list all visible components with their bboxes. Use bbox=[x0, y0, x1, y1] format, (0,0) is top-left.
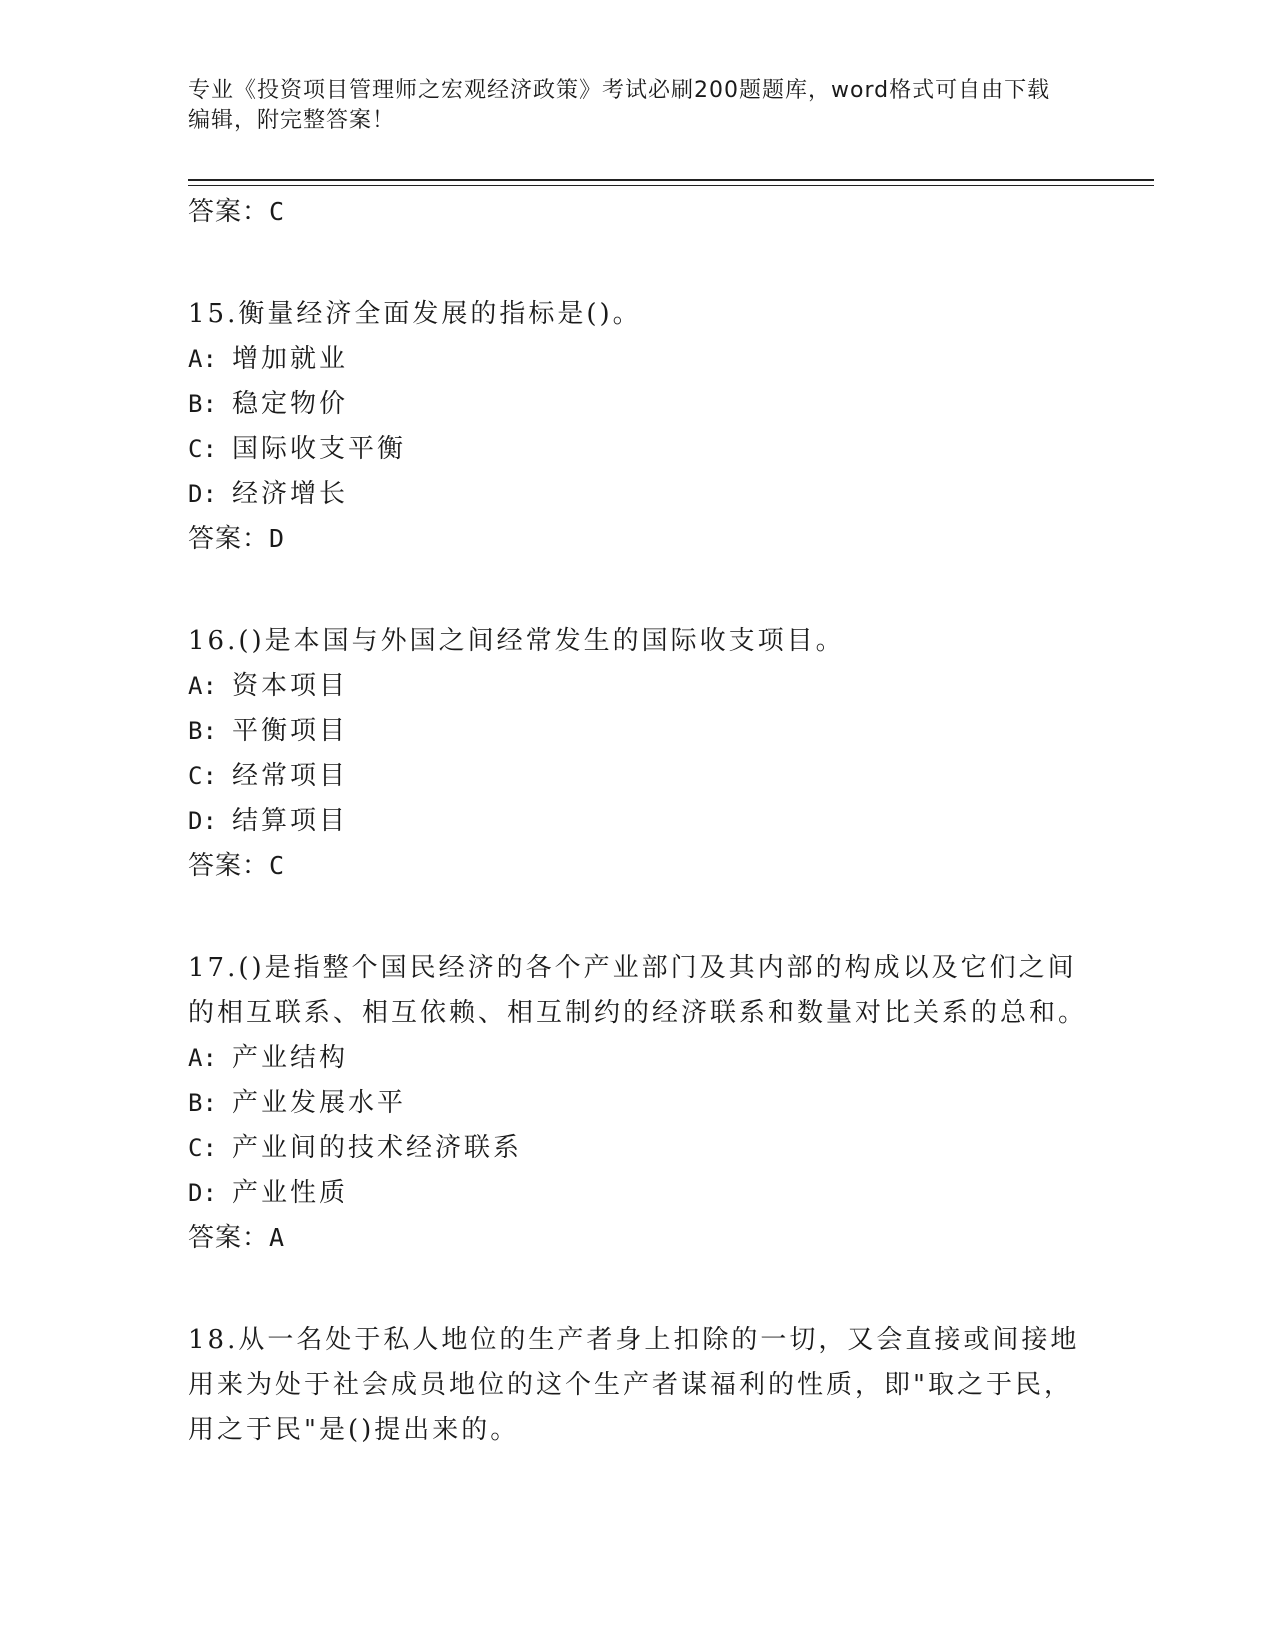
option-text: 资本项目 bbox=[232, 671, 349, 701]
option-text: 经常项目 bbox=[232, 761, 349, 791]
option-text: 产业结构 bbox=[232, 1043, 349, 1073]
answer-line bbox=[188, 844, 1088, 888]
option-label: B: bbox=[188, 717, 217, 745]
option-label: D: bbox=[188, 480, 217, 508]
answer-value: C bbox=[269, 197, 286, 226]
option-a bbox=[188, 337, 1088, 382]
option-b bbox=[188, 382, 1088, 427]
header-divider bbox=[188, 179, 1154, 186]
option-label: B: bbox=[188, 390, 217, 418]
option-b bbox=[188, 709, 1088, 754]
option-d bbox=[188, 472, 1088, 517]
question-stem: 16.()是本国与外国之间经常发生的国际收支项目。 bbox=[188, 626, 845, 656]
answer-label: 答案： bbox=[188, 197, 270, 227]
option-label: A: bbox=[188, 1044, 217, 1072]
option-label: D: bbox=[188, 807, 217, 835]
answer-line bbox=[188, 190, 1088, 234]
document-header: 专业《投资项目管理师之宏观经济政策》考试必刷200题题库，word格式可自由下载编辑，附完整答案！ bbox=[188, 78, 1051, 133]
answer-value: D bbox=[269, 524, 286, 553]
answer-line bbox=[188, 1216, 1088, 1260]
question-stem: 15.衡量经济全面发展的指标是()。 bbox=[188, 299, 642, 329]
option-c bbox=[188, 1126, 1088, 1171]
answer-label: 答案： bbox=[188, 1223, 270, 1253]
answer-value: C bbox=[269, 851, 286, 880]
option-text: 产业间的技术经济联系 bbox=[232, 1133, 523, 1163]
option-text: 稳定物价 bbox=[232, 389, 349, 419]
option-c bbox=[188, 754, 1088, 799]
option-a bbox=[188, 664, 1088, 709]
option-c bbox=[188, 427, 1088, 472]
option-label: C: bbox=[188, 1134, 217, 1162]
answer-line bbox=[188, 517, 1088, 561]
option-label: C: bbox=[188, 435, 217, 463]
question-17 bbox=[188, 946, 1088, 1260]
option-label: B: bbox=[188, 1089, 217, 1117]
option-d bbox=[188, 799, 1088, 844]
option-text: 产业发展水平 bbox=[232, 1088, 407, 1118]
option-b bbox=[188, 1081, 1088, 1126]
option-text: 平衡项目 bbox=[232, 716, 349, 746]
question-stem: 17.()是指整个国民经济的各个产业部门及其内部的构成以及它们之间的相互联系、相互依赖、相互制约的经济联系和数量对比关系的总和。 bbox=[188, 953, 1088, 1028]
answer-label: 答案： bbox=[188, 851, 270, 881]
question-16 bbox=[188, 619, 1088, 888]
option-label: A: bbox=[188, 345, 217, 373]
option-text: 增加就业 bbox=[232, 344, 349, 374]
question-stem: 18.从一名处于私人地位的生产者身上扣除的一切，又会直接或间接地用来为处于社会成员地位的这个生产者谋福利的性质，即"取之于民，用之于民"是()提出来的。 bbox=[188, 1325, 1080, 1445]
document-body bbox=[188, 190, 1088, 1453]
question-18 bbox=[188, 1318, 1088, 1453]
option-a bbox=[188, 1036, 1088, 1081]
option-text: 结算项目 bbox=[232, 806, 349, 836]
option-text: 国际收支平衡 bbox=[232, 434, 407, 464]
question-15 bbox=[188, 292, 1088, 561]
answer-label: 答案： bbox=[188, 524, 270, 554]
option-text: 经济增长 bbox=[232, 479, 349, 509]
option-label: C: bbox=[188, 762, 217, 790]
option-label: A: bbox=[188, 672, 217, 700]
option-text: 产业性质 bbox=[232, 1178, 349, 1208]
answer-value: A bbox=[269, 1223, 286, 1252]
option-label: D: bbox=[188, 1179, 217, 1207]
option-d bbox=[188, 1171, 1088, 1216]
